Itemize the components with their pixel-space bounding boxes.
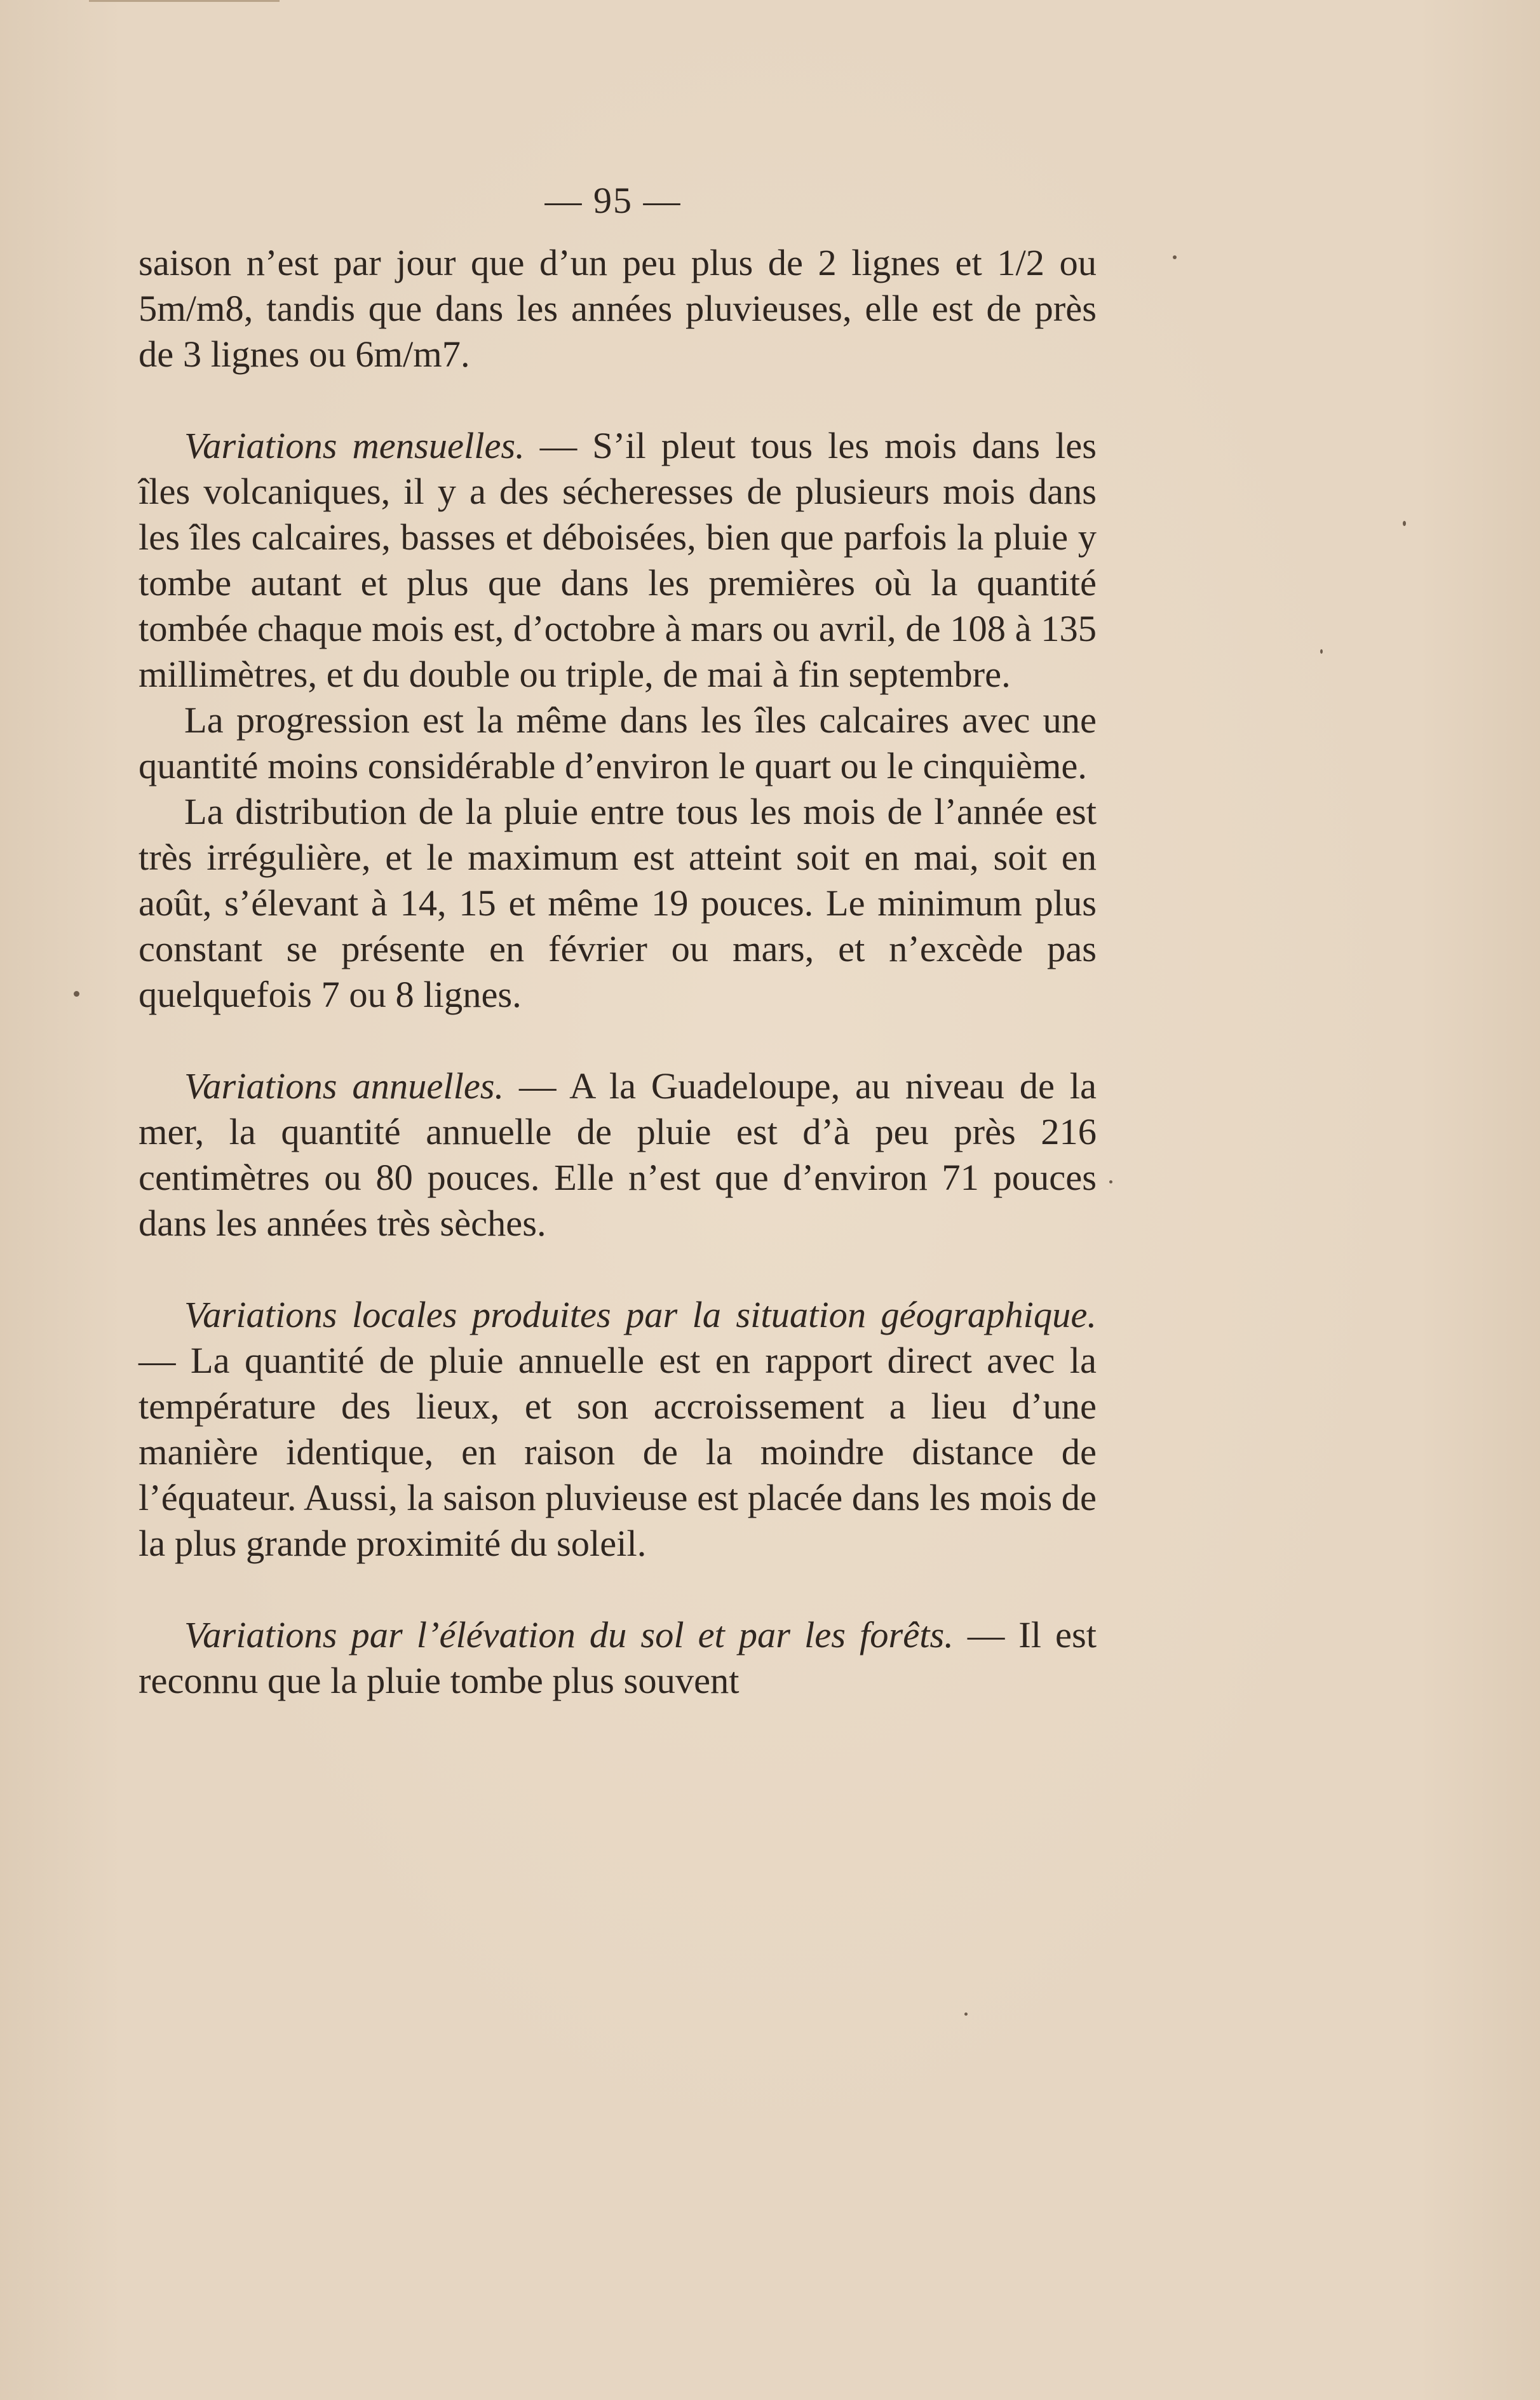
paragraph-continuation — [138, 240, 1097, 377]
paper-speck — [1173, 255, 1177, 259]
paragraph-local-variations — [138, 1292, 1097, 1567]
section-heading: Variations locales produites par la situation géographique. — [184, 1294, 1097, 1335]
paragraph-text: saison n’est par jour que d’un peu plus de 2 lignes et 1/2 ou 5m/m8, tandis que dans les années pluvieuses, elle est de près de 3 lignes ou 6m/m7. — [138, 242, 1097, 375]
paragraph-elevation-variations — [138, 1612, 1097, 1704]
body-text — [138, 240, 1097, 1704]
paper-speck — [964, 2012, 968, 2016]
section-heading: Variations mensuelles. — [184, 425, 525, 466]
paper-speck — [1320, 649, 1323, 654]
paragraph-text: — A la Guadeloupe, au niveau de la mer, la quantité annuelle de pluie est d’à peu près 216 centimètres ou 80 pouces. Elle n’est que d’environ 71 pouces dans les années très sèches. — [138, 1065, 1097, 1244]
paragraph-monthly-variations — [138, 423, 1097, 698]
paper-speck — [74, 991, 79, 997]
page-number: — 95 — — [544, 180, 682, 221]
paper-speck — [1109, 1180, 1112, 1183]
section-heading: Variations par l’élévation du sol et par les forêts. — [184, 1614, 954, 1655]
paper-speck — [1403, 521, 1406, 526]
top-edge-mark — [89, 0, 280, 2]
paragraph-text: La distribution de la pluie entre tous les mois de l’année est très irrégulière, et le maximum est atteint soit en mai, soit en août, s’élevant à 14, 15 et même 19 pouces. Le minimum plus constant se présente en février ou mars, et n’excède pas quelquefois 7 ou 8 lignes. — [138, 791, 1097, 1015]
paragraph-text: La progression est la même dans les îles calcaires avec une quantité moins considérable d’environ le quart ou le cinquième. — [138, 699, 1097, 786]
section-heading: Variations annuelles. — [184, 1065, 504, 1107]
paragraph-text: — La quantité de pluie annuelle est en rapport direct avec la température des lieux, et son accroissement a lieu d’une manière identique, en raison de la moindre distance de l’équateur. Aussi, la saison pluvieuse est placée dans les mois de la plus grande proximité du soleil. — [138, 1340, 1097, 1564]
paragraph-progression — [138, 698, 1097, 789]
paragraph-distribution — [138, 789, 1097, 1018]
paragraph-annual-variations — [138, 1063, 1097, 1246]
paragraph-text: — S’il pleut tous les mois dans les îles volcaniques, il y a des sécheresses de plusieurs mois dans les îles calcaires, basses et déboisées, bien que parfois la pluie y tombe autant et plus que dans les premières où la quantité tombée chaque mois est, d’octobre à mars ou avril, de 108 à 135 millimètres, et du double ou triple, de mai à fin septembre. — [138, 425, 1097, 695]
paragraph-text: — Il est reconnu que la pluie tombe plus souvent — [138, 1614, 1097, 1701]
